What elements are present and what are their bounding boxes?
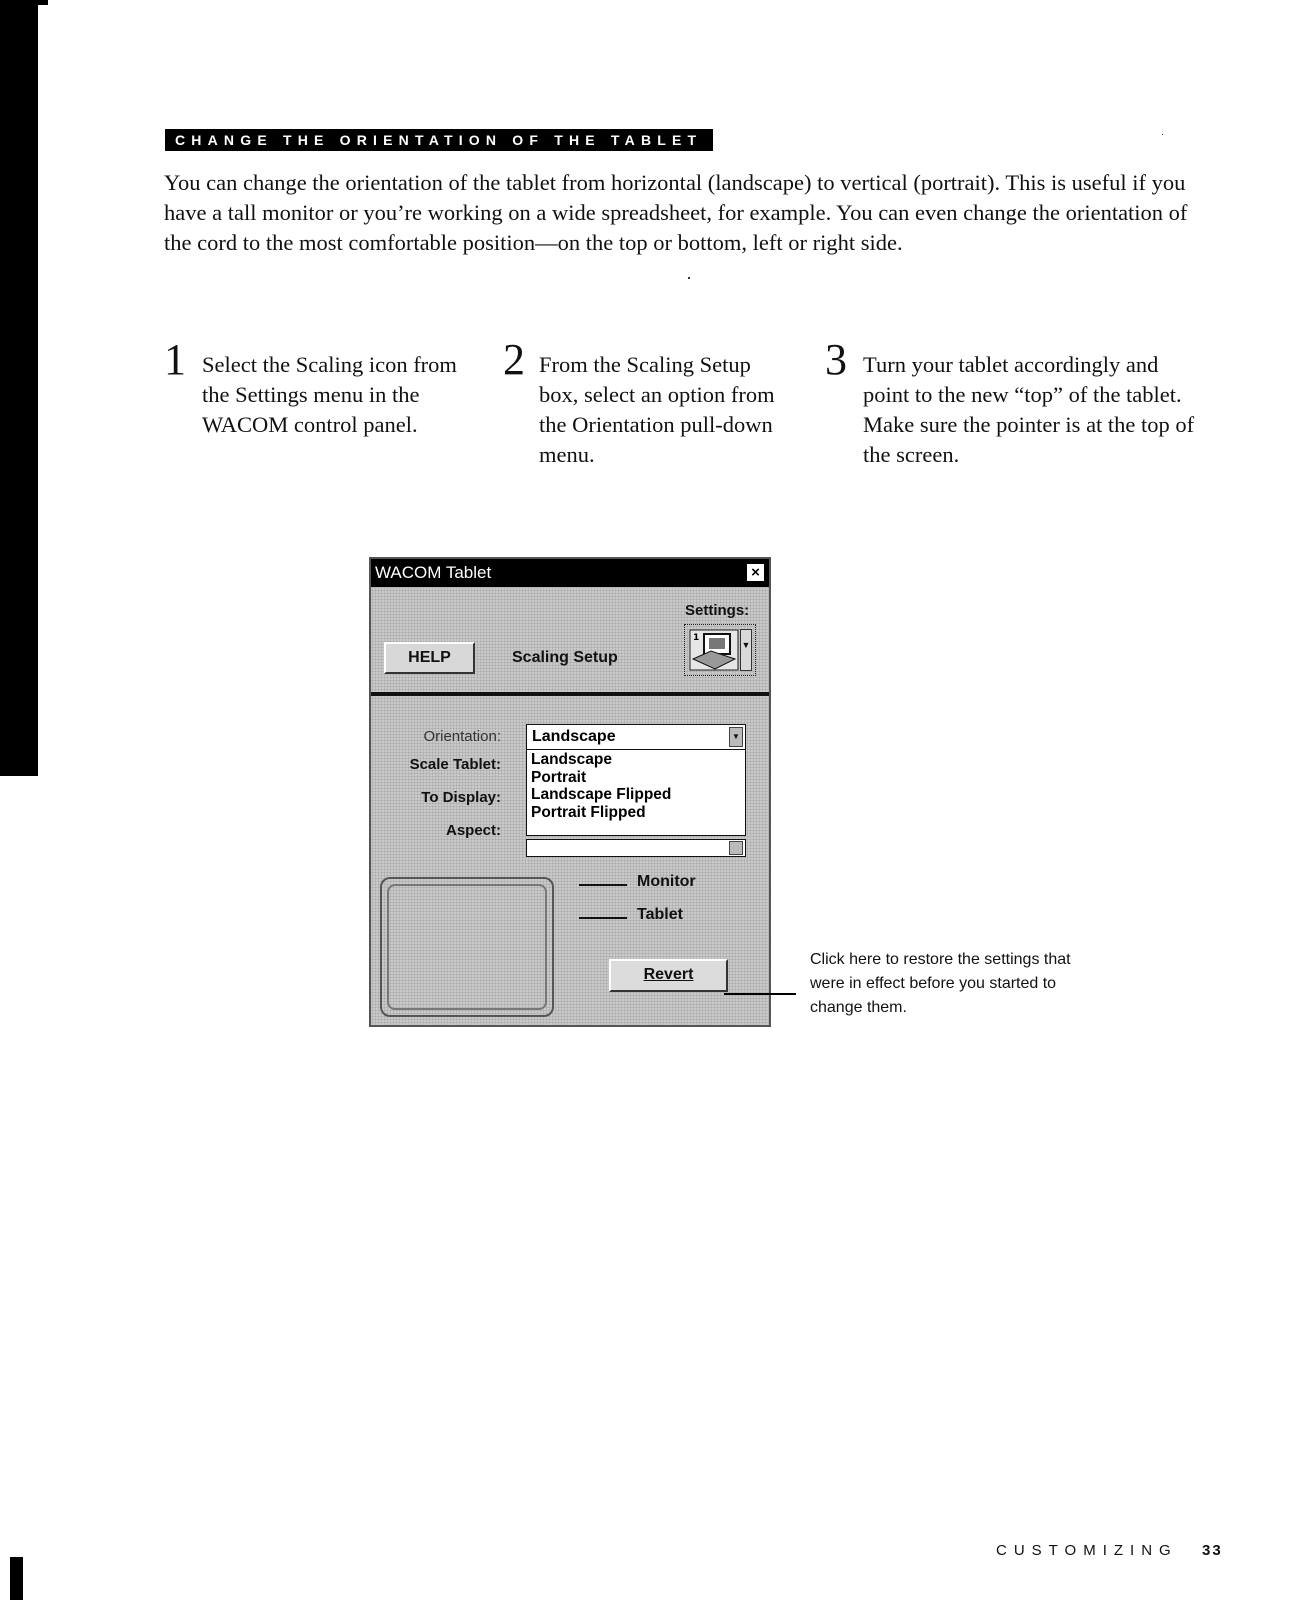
title-bar[interactable] [371,559,769,587]
step-text: Turn your tablet accordingly and point to the new “top” of the tablet. Make sure the pointer is at the top of the screen. [863,352,1195,467]
aspect-label: Aspect: [445,822,501,839]
monitor-legend-line [579,884,627,886]
page-edge-mark [10,1557,23,1600]
settings-menu[interactable] [684,624,756,676]
step-number: 1 [164,335,186,384]
print-speck [1162,134,1163,135]
dropdown-option-portrait-flipped[interactable]: Portrait Flipped [531,803,646,821]
revert-callout: Click here to restore the settings that were in effect before you started to change them. [810,951,1071,1016]
step-number: 3 [825,335,847,384]
revert-button[interactable] [609,959,728,992]
panel-title: Scaling Setup [512,649,618,666]
scroll-arrow-icon[interactable] [729,841,743,855]
revert-button-label: Revert [643,966,694,983]
help-button[interactable]: HELP [384,642,475,674]
divider [371,692,769,696]
monitor-legend: Monitor [637,873,696,890]
wacom-tablet-dialog [369,557,771,1027]
footer-section-name: CUSTOMIZING [996,1542,1178,1559]
dropdown-option-portrait[interactable]: Portrait [531,768,587,786]
close-icon[interactable]: × [746,563,765,582]
orientation-dropdown-list [526,750,746,836]
scale-tablet-label: Scale Tablet: [409,756,501,773]
intro-paragraph: You can change the orientation of the tablet from horizontal (landscape) to vertical (portrait). This is useful if you have a tall monitor or you’re working on a wide spreadsheet, for example. You can even change the orientation of the cord to the most comfortable position—on the top or bottom, left or right side. [164,170,1188,255]
orientation-selected-value: Landscape [532,728,616,745]
scaling-preview [380,877,554,1017]
svg-text:1: 1 [693,633,700,643]
settings-label: Settings: [685,602,750,619]
section-heading: CHANGE THE ORIENTATION OF THE TABLET [165,129,713,151]
chevron-down-icon[interactable]: ▼ [740,629,752,671]
scaling-settings-icon[interactable] [689,629,739,671]
orientation-label: Orientation: [423,728,501,745]
page-edge-tab-hook [30,0,48,5]
step-text: From the Scaling Setup box, select an option from the Orientation pull-down menu. [539,352,775,467]
chevron-down-icon[interactable]: ▼ [729,727,743,747]
aspect-select[interactable] [526,839,746,857]
tablet-legend: Tablet [637,906,683,923]
tablet-legend-line [579,917,627,919]
callout-leader-line [724,993,796,995]
page-edge-tab [0,0,38,776]
dropdown-option-landscape[interactable]: Landscape [531,751,612,768]
dropdown-option-landscape-flipped[interactable]: Landscape Flipped [531,786,672,803]
print-speck [688,277,690,279]
step-text: Select the Scaling icon from the Settings menu in the WACOM control panel. [202,352,457,437]
page-number: 33 [1202,1542,1223,1559]
to-display-label: To Display: [421,789,501,806]
preview-area [387,884,547,1010]
dialog-title: WACOM Tablet [375,563,492,582]
step-number: 2 [503,335,525,384]
orientation-select[interactable] [526,724,746,750]
